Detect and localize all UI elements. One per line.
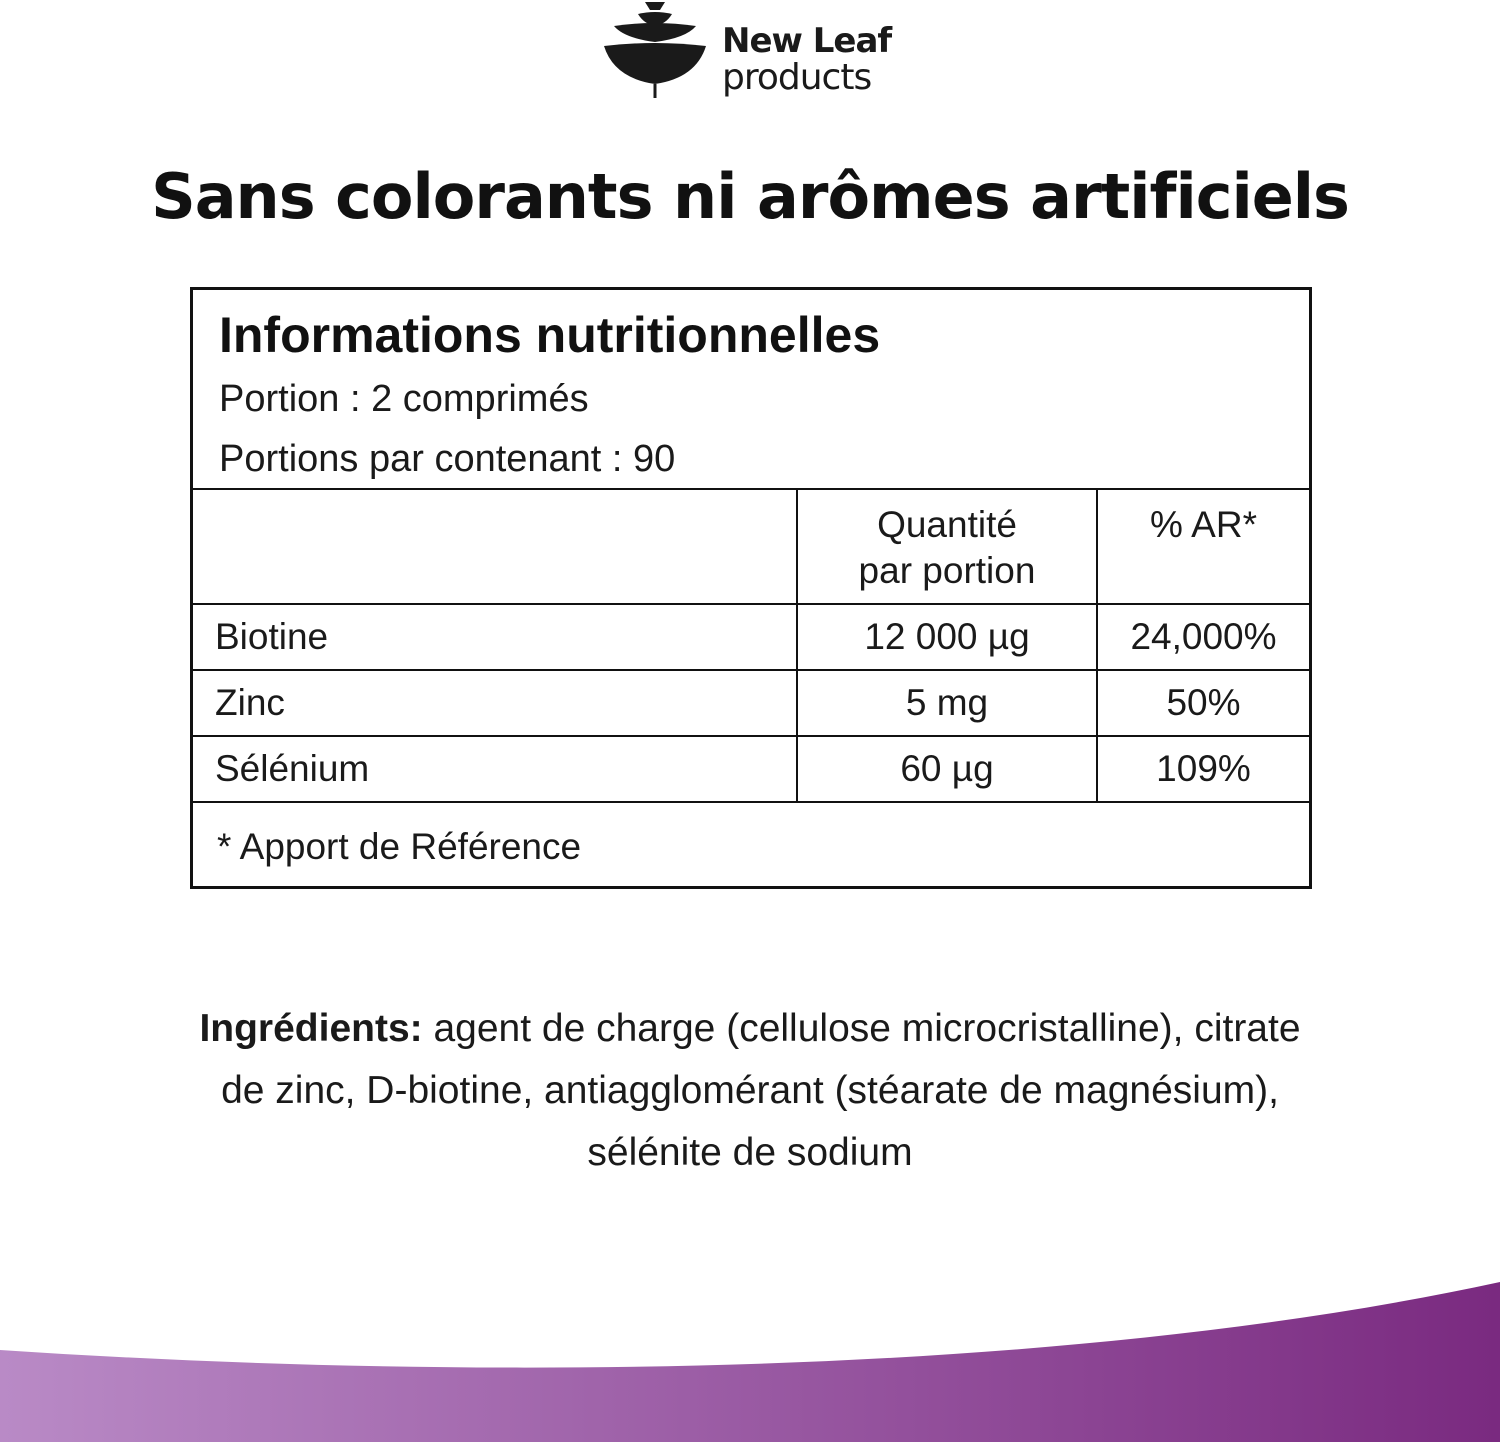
brand-name: New Leaf [722, 21, 892, 61]
nutrient-reference-percent: 24,000% [1097, 604, 1309, 670]
nutrient-amount: 5 mg [797, 670, 1097, 736]
ingredients-text [180, 998, 1320, 1184]
nutrient-reference-percent: 50% [1097, 670, 1309, 736]
column-header-amount-line1: Quantité [877, 504, 1017, 545]
nutrition-table-header [193, 490, 1309, 604]
nutrition-panel-header [193, 290, 1309, 490]
reference-footnote: * Apport de Référence [217, 826, 582, 867]
table-row [193, 670, 1309, 736]
column-header-nutrient [193, 490, 797, 604]
nutrition-panel-title: Informations nutritionnelles [219, 307, 881, 363]
brand-subtitle: products [722, 57, 872, 98]
table-row [193, 604, 1309, 670]
nutrient-amount: 12 000 µg [797, 604, 1097, 670]
nutrition-panel [190, 287, 1312, 889]
column-header-amount-line2: par portion [858, 550, 1036, 591]
nutrient-name: Biotine [193, 604, 797, 670]
nutrient-name: Sélénium [193, 736, 797, 802]
nutrient-name: Zinc [193, 670, 797, 736]
decorative-wave [0, 1270, 1500, 1442]
column-header-reference-intake: % AR* [1097, 490, 1309, 604]
serving-size: Portion : 2 comprimés [219, 378, 589, 420]
page-headline: Sans colorants ni arômes artificiels [151, 160, 1349, 233]
leaf-tier-icon [600, 0, 710, 100]
column-header-amount [797, 490, 1097, 604]
ingredients-list: agent de charge (cellulose microcristalline), citrate de zinc, D-biotine, antiagglomérant (stéarate de magnésium), sélénite de sodium [221, 1007, 1301, 1174]
ingredients-label: Ingrédients: [199, 1007, 423, 1050]
brand-logo [600, 0, 920, 110]
nutrient-reference-percent: 109% [1097, 736, 1309, 802]
nutrient-amount: 60 µg [797, 736, 1097, 802]
table-row [193, 736, 1309, 802]
nutrition-table [193, 490, 1309, 803]
servings-per-container: Portions par contenant : 90 [219, 438, 676, 480]
